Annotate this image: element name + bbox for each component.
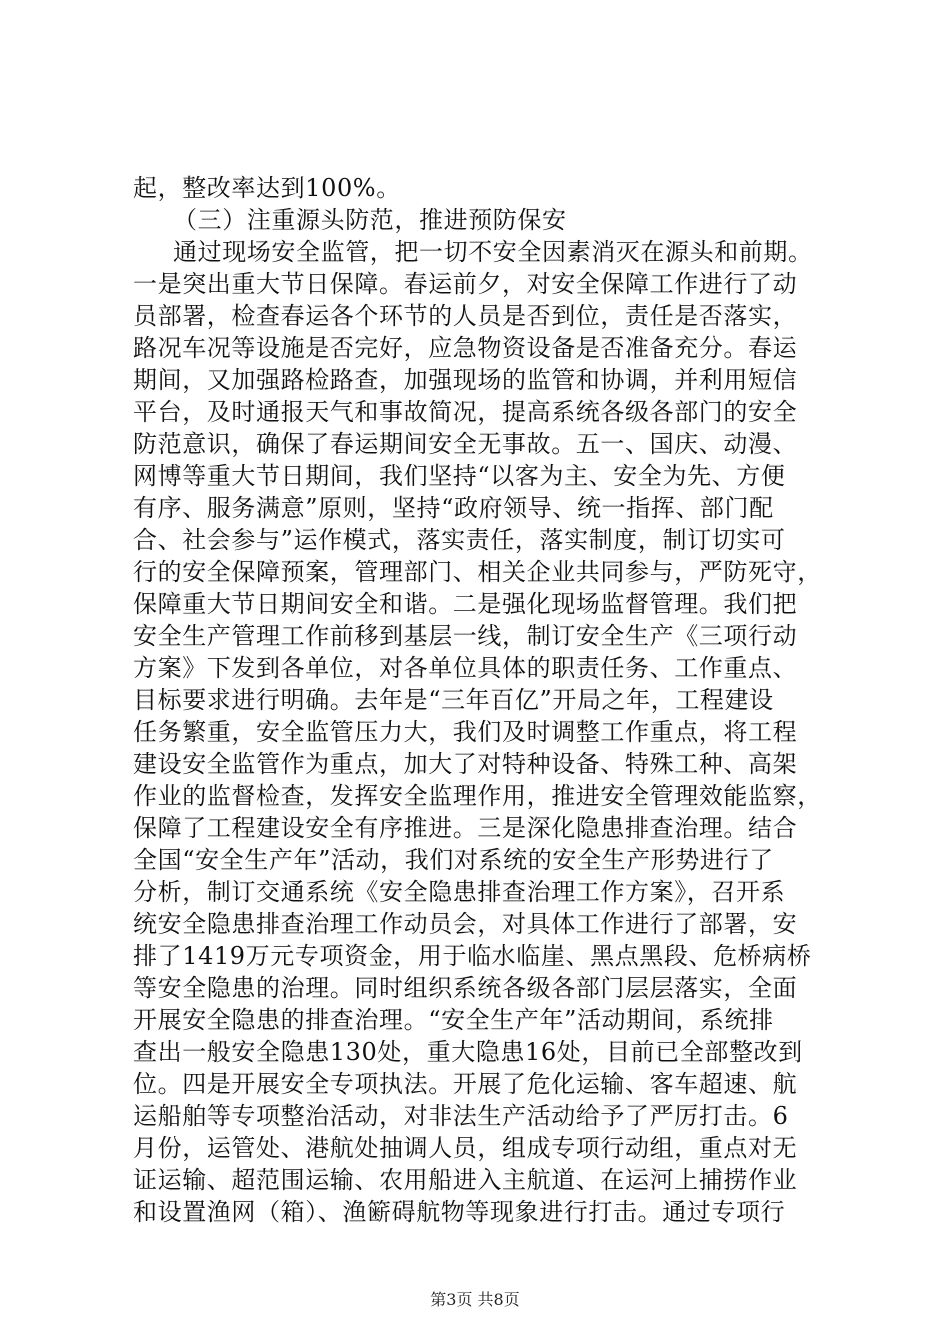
text-line: 和设置渔网（箱）、渔簖碍航物等现象进行打击。通过专项行: [133, 1198, 786, 1226]
page-number-label: 第3页 共8页: [430, 1290, 520, 1309]
text-line: 路况车况等设施是否完好，应急物资设备是否准备充分。春运: [133, 334, 798, 362]
page-footer: [0, 1290, 950, 1310]
text-line: 开展安全隐患的排查治理。“安全生产年”活动期间，系统排: [133, 1006, 774, 1034]
text-line: 位。四是开展安全专项执法。开展了危化运输、客车超速、航: [133, 1070, 798, 1098]
text-line: 任务繁重，安全监管压力大，我们及时调整工作重点，将工程: [133, 718, 798, 746]
text-line: 方案》下发到各单位，对各单位具体的职责任务、工作重点、: [133, 654, 798, 682]
text-line: 月份，运管处、港航处抽调人员，组成专项行动组，重点对无: [133, 1134, 798, 1162]
text-line: 分析，制订交通系统《安全隐患排查治理工作方案》，召开系: [133, 878, 786, 906]
text-line: 作业的监督检查，发挥安全监理作用，推进安全管理效能监察，: [133, 782, 822, 810]
text-line: 统安全隐患排查治理工作动员会，对具体工作进行了部署，安: [133, 910, 798, 938]
text-line: 证运输、超范围运输、农用船进入主航道、在运河上捕捞作业: [133, 1166, 798, 1194]
document-body: [133, 172, 833, 1228]
text-line: 保障重大节日期间安全和谐。二是强化现场监督管理。我们把: [133, 590, 798, 618]
section-heading: （三）注重源头防范，推进预防保安: [173, 206, 567, 234]
text-line: 保障了工程建设安全有序推进。三是深化隐患排查治理。结合: [133, 814, 798, 842]
text-line: 运船舶等专项整治活动，对非法生产活动给予了严厉打击。6: [133, 1102, 789, 1130]
text-line: 网博等重大节日期间，我们坚持“以客为主、安全为先、方便: [133, 462, 786, 490]
text-line: 一是突出重大节日保障。春运前夕，对安全保障工作进行了动: [133, 270, 798, 298]
paragraph-first-line: 通过现场安全监管，把一切不安全因素消灭在源头和前期。: [173, 238, 813, 266]
text-line: 等安全隐患的治理。同时组织系统各级各部门层层落实，全面: [133, 974, 798, 1002]
text-line: 建设安全监管作为重点，加大了对特种设备、特殊工种、高架: [133, 750, 798, 778]
text-line: 行的安全保障预案，管理部门、相关企业共同参与，严防死守，: [133, 558, 822, 586]
text-line: 安全生产管理工作前移到基层一线，制订安全生产《三项行动: [133, 622, 798, 650]
text-line: 期间，又加强路检路查，加强现场的监管和协调，并利用短信: [133, 366, 798, 394]
text-line: 排了1419万元专项资金，用于临水临崖、黑点黑段、危桥病桥: [133, 942, 812, 970]
text-line: 员部署，检查春运各个环节的人员是否到位，责任是否落实，: [133, 302, 798, 330]
text-line: 查出一般安全隐患130处，重大隐患16处，目前已全部整改到: [133, 1038, 803, 1066]
text-line: 全国“安全生产年”活动，我们对系统的安全生产形势进行了: [133, 846, 774, 874]
text-line: 目标要求进行明确。去年是“三年百亿”开局之年，工程建设: [133, 686, 774, 714]
text-line: 合、社会参与”运作模式，落实责任，落实制度，制订切实可: [133, 526, 786, 554]
text-line: 起，整改率达到100%。: [133, 174, 401, 202]
text-line: 平台，及时通报天气和事故简况，提高系统各级各部门的安全: [133, 398, 798, 426]
text-line: 有序、服务满意”原则，坚持“政府领导、统一指挥、部门配: [133, 494, 774, 522]
text-line: 防范意识，确保了春运期间安全无事故。五一、国庆、动漫、: [133, 430, 798, 458]
